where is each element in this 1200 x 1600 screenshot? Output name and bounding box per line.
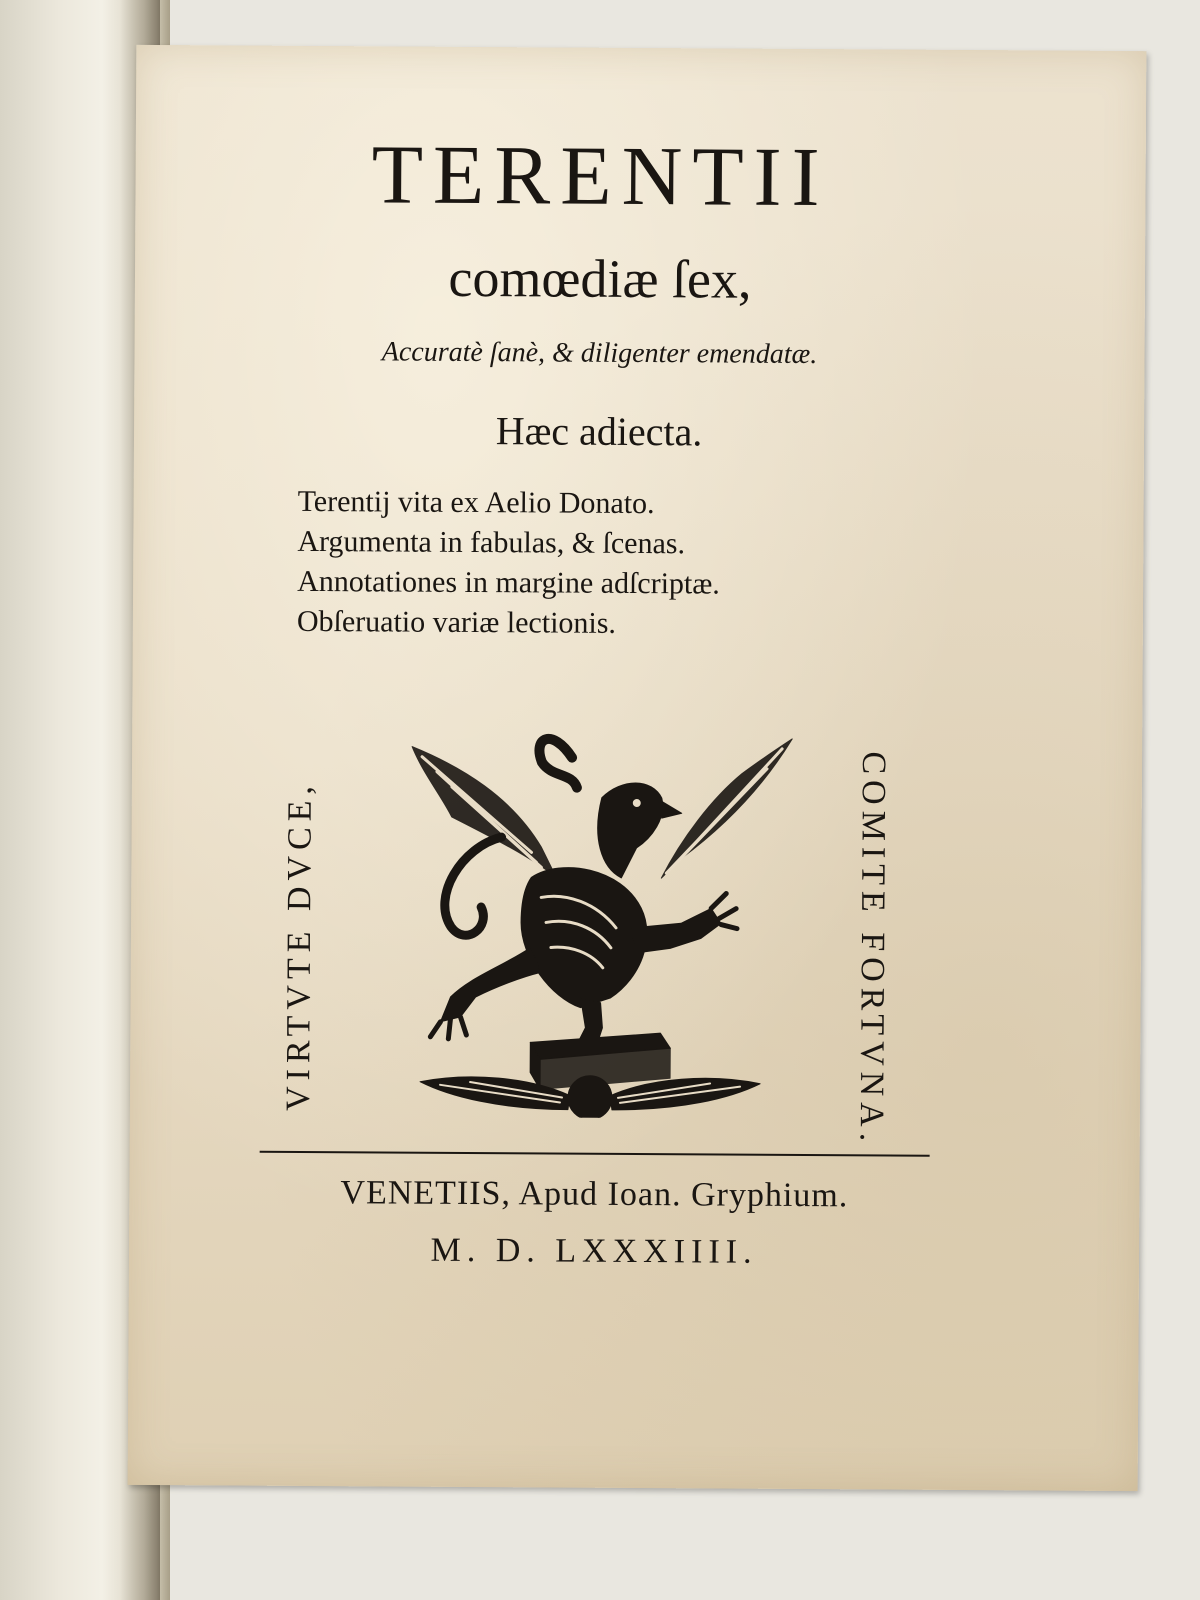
imprint-date: M. D. LXXXIIII. xyxy=(430,1231,758,1271)
imprint-place: VENETIIS, Apud Ioan. Gryphium. xyxy=(340,1174,849,1215)
contents-item: Argumenta in fabulas, & ſcenas. xyxy=(297,524,686,561)
page-content xyxy=(188,45,1007,1490)
book-subtitle: comœdiæ ſex, xyxy=(448,247,752,310)
contents-item: Obſeruatio variæ lectionis. xyxy=(296,604,617,640)
adiecta-heading: Hæc adiecta. xyxy=(495,408,703,455)
device-motto-left: VIRTVTE DVCE, xyxy=(279,780,319,1112)
device-motto-right: COMITE FORTVNA. xyxy=(852,751,893,1148)
contents-item: Terentij vita ex Aelio Donato. xyxy=(297,484,655,521)
contents-list xyxy=(297,482,1018,646)
title-page xyxy=(128,45,1147,1491)
contents-item: Annotationes in margine adſcriptæ. xyxy=(297,564,720,601)
griffin-printers-device-icon xyxy=(380,676,803,1119)
edition-note: Accuratè ſanè, & diligenter emendatæ. xyxy=(381,336,818,371)
book-title: TERENTII xyxy=(371,128,830,225)
